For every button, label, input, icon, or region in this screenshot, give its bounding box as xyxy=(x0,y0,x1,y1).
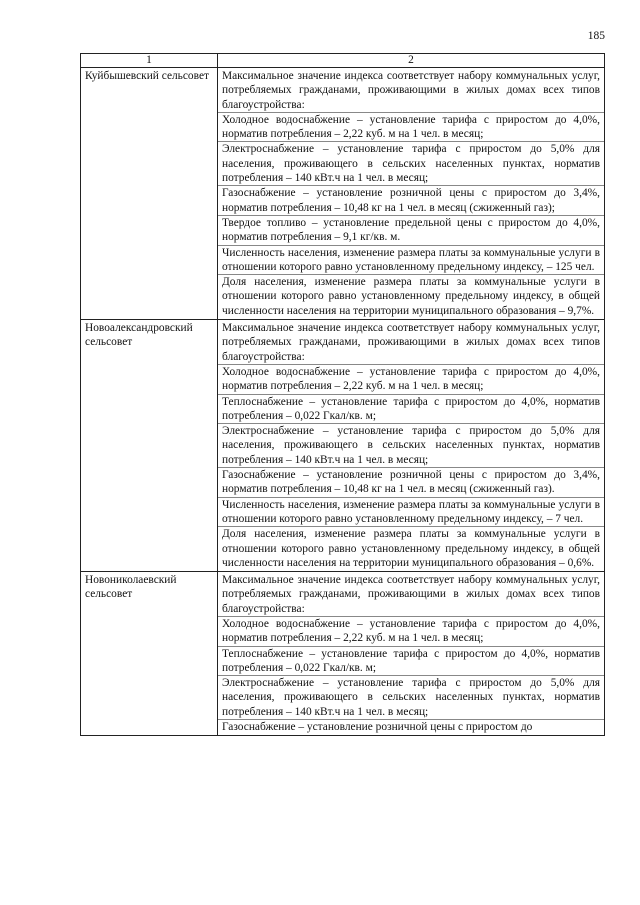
tariff-table xyxy=(80,53,605,736)
paragraph: Холодное водоснабжение – установление тарифа с приростом до 4,0%, норматив потребления – 2,22 куб. м на 1 чел. в месяц; xyxy=(218,113,604,143)
column-header-2: 2 xyxy=(218,54,605,68)
paragraph: Максимальное значение индекса соответствует набору коммунальных услуг, потребляемых гражданами, проживающими в жилых домах всех типов благоустройства: xyxy=(218,321,604,365)
paragraph: Доля населения, изменение размера платы за коммунальные услуги в отношении которого равно установленному предельному индексу, в общей численности населения на территории муниципального образования – 0,6%. xyxy=(222,528,600,569)
paragraph: Газоснабжение – установление розничной цены с приростом до 3,4%, норматив потребления – 10,48 кг на 1 чел. в месяц (сжиженный газ). xyxy=(218,468,604,498)
table-header-row xyxy=(81,54,605,68)
paragraph: Электроснабжение – установление тарифа с приростом до 5,0% для населения, проживающего в сельских населенных пунктах, норматив потребления – 140 кВт.ч на 1 чел. в месяц; xyxy=(218,142,604,186)
district-name: Новоалександровский сельсовет xyxy=(81,320,218,572)
tariff-description xyxy=(218,68,605,320)
tariff-description xyxy=(218,572,605,736)
table-row xyxy=(81,320,605,572)
district-name: Новониколаевский сельсовет xyxy=(81,572,218,736)
paragraph: Газоснабжение – установление розничной цены с приростом до 3,4%, норматив потребления – 10,48 кг на 1 чел. в месяц (сжиженный газ); xyxy=(218,186,604,216)
table-row xyxy=(81,572,605,736)
tariff-description xyxy=(218,320,605,572)
paragraph: Холодное водоснабжение – установление тарифа с приростом до 4,0%, норматив потребления – 2,22 куб. м на 1 чел. в месяц; xyxy=(218,365,604,395)
paragraph: Теплоснабжение – установление тарифа с приростом до 4,0%, норматив потребления – 0,022 Гкал/кв. м; xyxy=(218,395,604,425)
paragraph: Максимальное значение индекса соответствует набору коммунальных услуг, потребляемых гражданами, проживающими в жилых домах всех типов благоустройства: xyxy=(218,573,604,617)
paragraph: Теплоснабжение – установление тарифа с приростом до 4,0%, норматив потребления – 0,022 Гкал/кв. м; xyxy=(218,647,604,677)
paragraph: Численность населения, изменение размера платы за коммунальные услуги в отношении которого равно установленному предельному индексу, – 125 чел. xyxy=(218,246,604,276)
table-row xyxy=(81,68,605,320)
paragraph: Электроснабжение – установление тарифа с приростом до 5,0% для населения, проживающего в сельских населенных пунктах, норматив потребления – 140 кВт.ч на 1 чел. в месяц; xyxy=(218,676,604,720)
district-name: Куйбышевский сельсовет xyxy=(81,68,218,320)
paragraph: Доля населения, изменение размера платы за коммунальные услуги в отношении которого равно установленному предельному индексу, в общей численности населения на территории муниципального образования – 9,7%. xyxy=(222,276,600,317)
paragraph: Твердое топливо – установление предельной цены с приростом до 4,0%, норматив потребления – 9,1 кг/кв. м. xyxy=(218,216,604,246)
paragraph: Холодное водоснабжение – установление тарифа с приростом до 4,0%, норматив потребления – 2,22 куб. м на 1 чел. в месяц; xyxy=(218,617,604,647)
paragraph: Электроснабжение – установление тарифа с приростом до 5,0% для населения, проживающего в сельских населенных пунктах, норматив потребления – 140 кВт.ч на 1 чел. в месяц; xyxy=(218,424,604,468)
paragraph: Газоснабжение – установление розничной цены с приростом до xyxy=(222,721,533,734)
paragraph: Численность населения, изменение размера платы за коммунальные услуги в отношении которого равно установленному предельному индексу, – 7 чел. xyxy=(218,498,604,528)
page-number: 185 xyxy=(587,30,605,42)
column-header-1: 1 xyxy=(81,54,218,68)
paragraph: Максимальное значение индекса соответствует набору коммунальных услуг, потребляемых гражданами, проживающими в жилых домах всех типов благоустройства: xyxy=(218,69,604,113)
